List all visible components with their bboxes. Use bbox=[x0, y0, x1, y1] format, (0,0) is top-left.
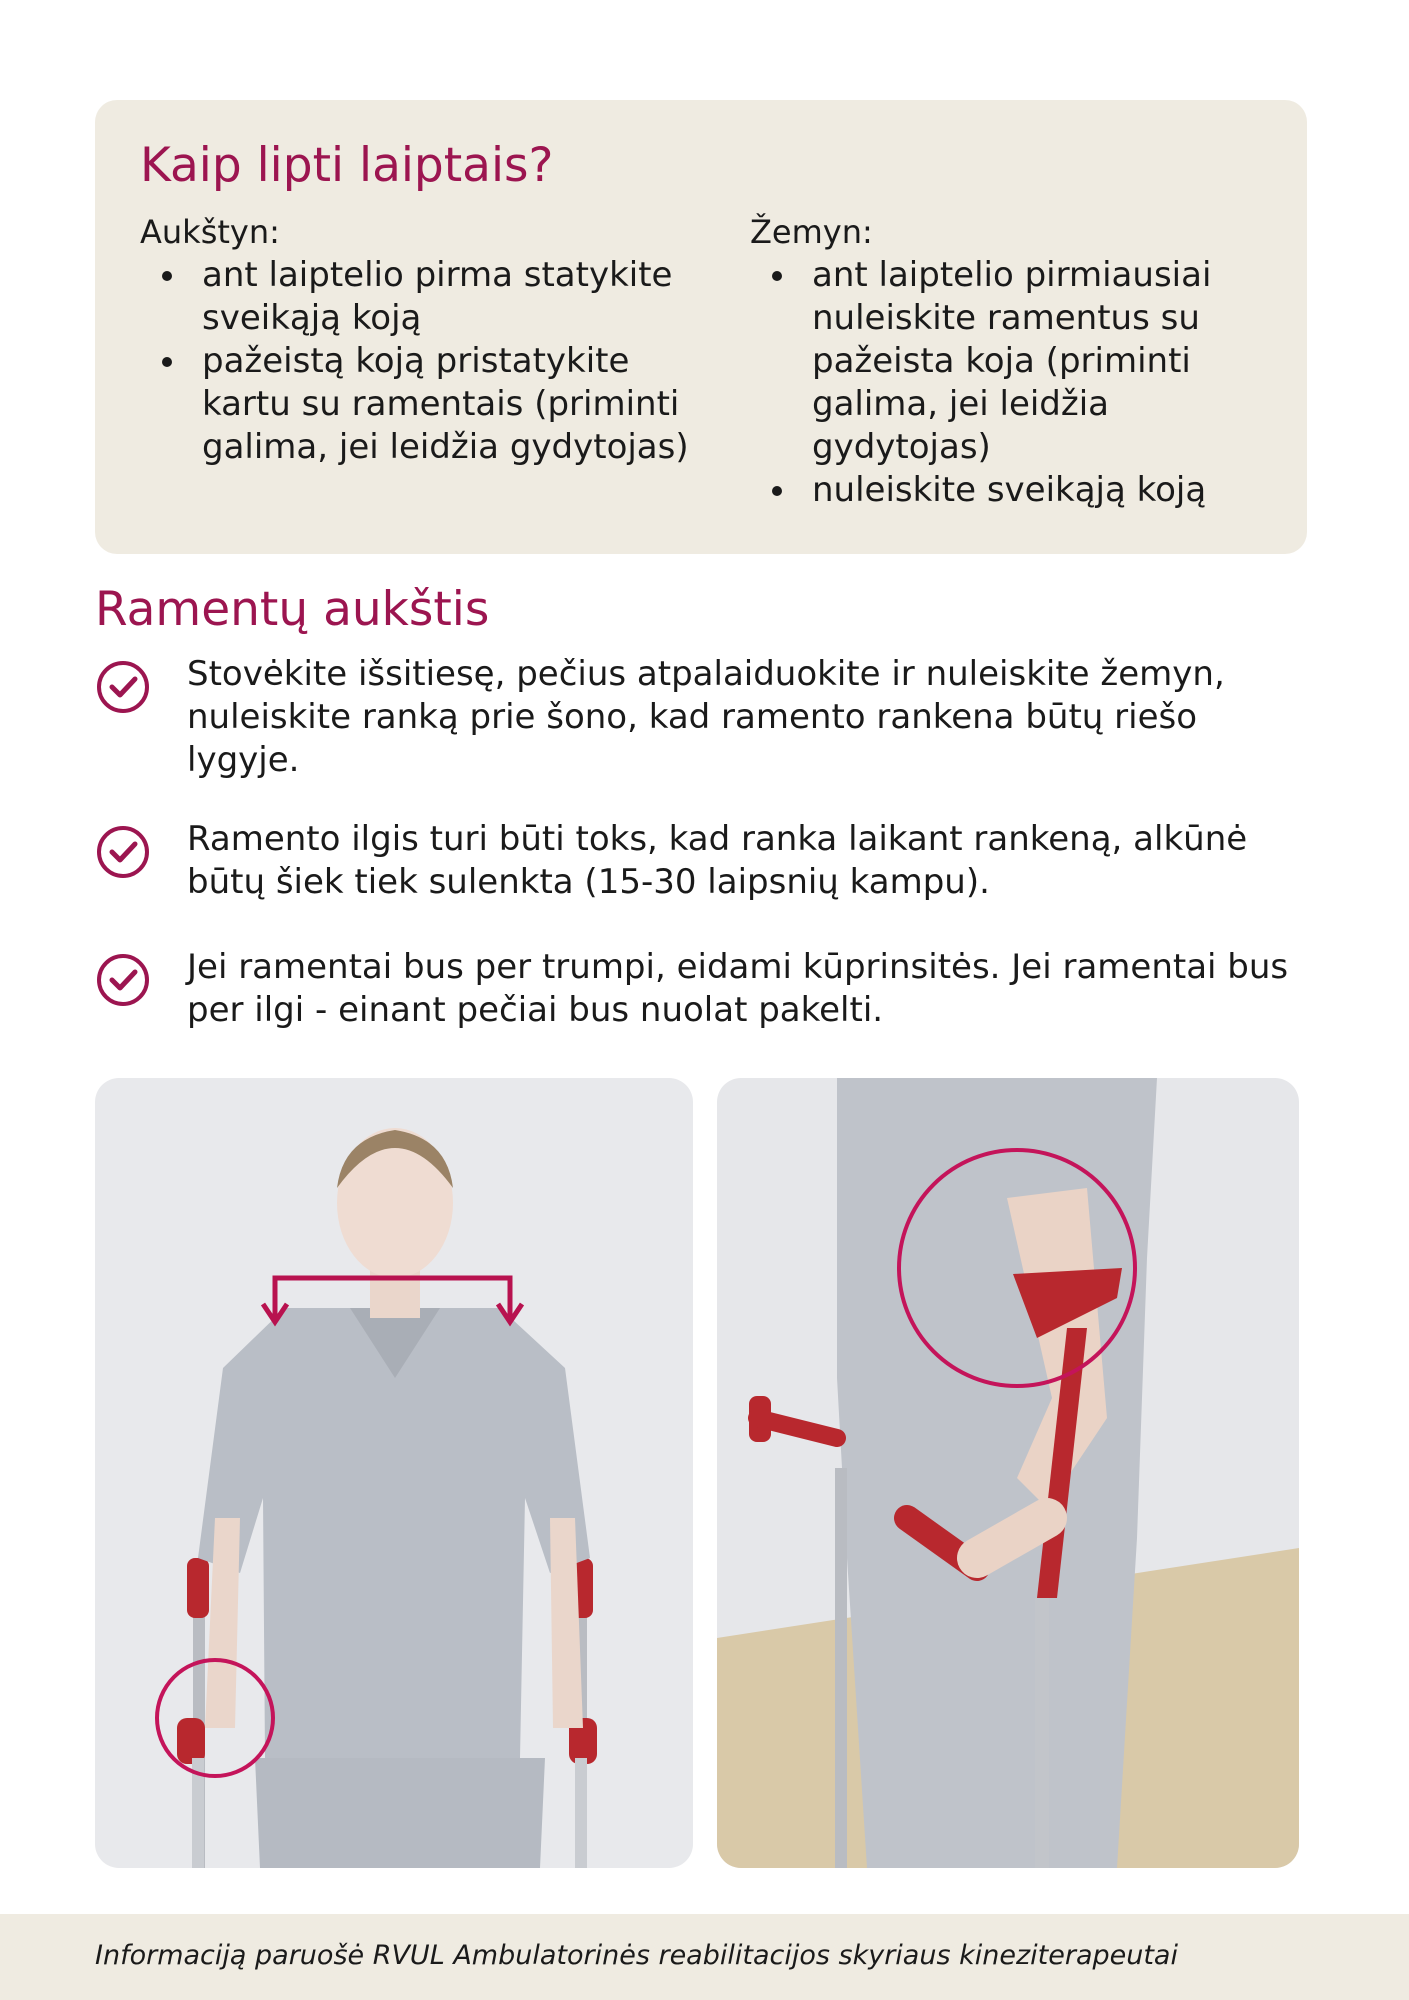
footer-bar bbox=[0, 1914, 1409, 2000]
check-circle-icon bbox=[95, 824, 151, 880]
photo-side-view bbox=[717, 1078, 1299, 1868]
list-item: ant laiptelio pirma statykite sveikąją koją bbox=[202, 254, 710, 340]
stairs-up-list bbox=[140, 254, 710, 469]
crutch-height-title: Ramentų aukštis bbox=[95, 582, 490, 637]
check-circle-icon bbox=[95, 659, 151, 715]
person-standing-with-crutches-icon bbox=[95, 1078, 693, 1868]
stairs-up-column bbox=[140, 212, 710, 469]
list-item: ant laiptelio pirmiausiai nuleiskite ramentus su pažeista koja (priminti galima, jei leidžia gydytojas) bbox=[812, 254, 1280, 469]
elbow-in-crutch-cuff-icon bbox=[717, 1078, 1299, 1868]
list-item: pažeistą koją pristatykite kartu su ramentais (priminti galima, jei leidžia gydytojas) bbox=[202, 340, 710, 469]
stairs-down-list bbox=[750, 254, 1280, 512]
checklist-text: Jei ramentai bus per trumpi, eidami kūprinsitės. Jei ramentai bus per ilgi - einant pečiai bus nuolat pakelti. bbox=[187, 947, 1289, 1030]
stairs-up-heading: Aukštyn: bbox=[140, 213, 280, 251]
list-item: nuleiskite sveikąją koją bbox=[812, 469, 1280, 512]
checklist-text: Ramento ilgis turi būti toks, kad ranka laikant rankeną, alkūnė būtų šiek tiek sulenkta (15-30 laipsnių kampu). bbox=[187, 819, 1248, 902]
checklist-text: Stovėkite išsitiesę, pečius atpalaiduokite ir nuleiskite žemyn, nuleiskite ranką prie šono, kad ramento rankena būtų riešo lygyje. bbox=[187, 654, 1225, 780]
stairs-info-box bbox=[95, 100, 1307, 554]
footer-credit: Informaciją paruošė RVUL Ambulatorinės reabilitacijos skyriaus kineziterapeutai bbox=[95, 1940, 1178, 1971]
stairs-down-heading: Žemyn: bbox=[750, 213, 873, 251]
photo-front-view bbox=[95, 1078, 693, 1868]
check-circle-icon bbox=[95, 952, 151, 1008]
stairs-title: Kaip lipti laiptais? bbox=[140, 138, 554, 193]
stairs-down-column bbox=[750, 212, 1280, 512]
